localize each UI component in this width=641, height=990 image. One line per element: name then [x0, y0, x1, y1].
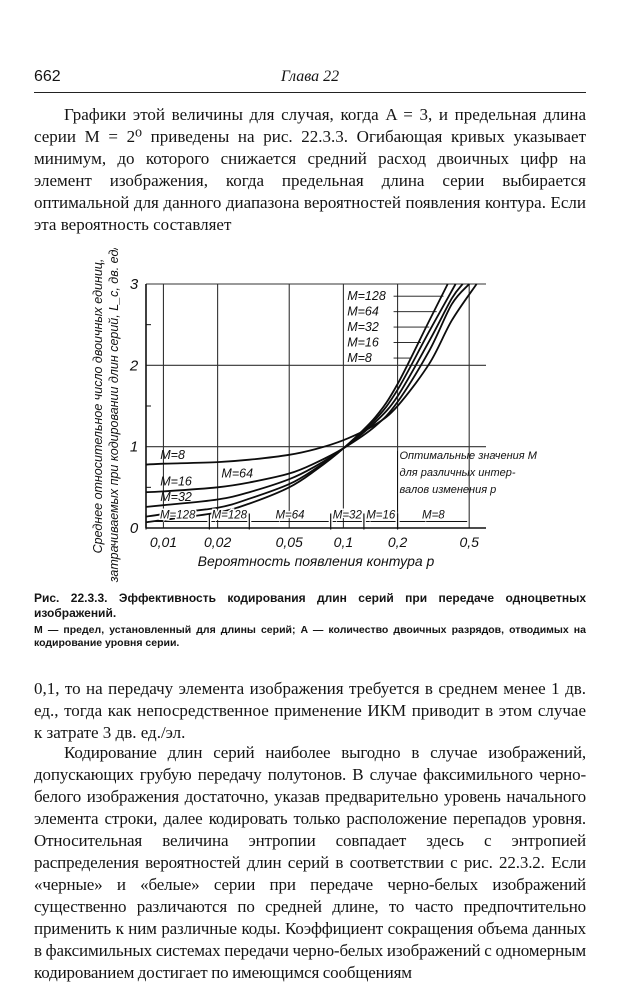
- x-tick-label: 0,5: [459, 534, 479, 550]
- interval-label: M=128: [159, 509, 196, 522]
- y-tick-label: 3: [129, 276, 139, 293]
- paragraph-1: Графики этой величины для случая, когда A = 3, и предельная длина серии M = 2⁰ приведены на рис. 22.3.3. Огибающая кривых указывает минимум, до которого снижается средний расход двоичных цифр на элемент изображения, когда предельная длина серии выбирается оптимальной для данного диапазона вероятностей появления контура. Если эта вероятность составляет: [34, 105, 586, 234]
- x-tick-label: 0,02: [203, 534, 232, 550]
- page-header: [34, 66, 586, 88]
- y-axis-title-line1: Среднее относительное число двоичных единиц,: [91, 258, 105, 554]
- curve-label-left: M=32: [160, 490, 192, 505]
- figure-22-3-3: [80, 248, 580, 583]
- interval-label: M=64: [275, 509, 305, 522]
- chart-labels: [91, 248, 538, 583]
- paragraph-3: Кодирование длин серий наиболее выгодно в случае изображений, допускающих грубую передачу полутонов. В случае факсимильного черно-белого изображения достаточно, указав предварительно уровень начального элемента строки, далее кодировать только расположение перепадов уровня. Относительная величина энтропии совпадает здесь с энтропией распределения вероятностей длин серий в соответствии с рис. 22.3.2. Если «черные» и «белые» серии при передаче черно-белых изображений существенно различаются по средней длине, то часто предпочтительно применить к ним различные коды. Коэффициент сокращения объема данных в факсимильных системах передачи черно-белых изображений с одномерным кодированием достигает по имеющимся сообщениям: [34, 743, 586, 982]
- y-tick-label: 0: [129, 520, 139, 537]
- x-tick-label: 0,05: [275, 534, 303, 550]
- x-tick-label: 0,01: [149, 534, 178, 550]
- y-tick-label: 2: [129, 357, 139, 375]
- x-tick-label: 0,2: [387, 534, 408, 550]
- optimal-values-text: для различных интер-: [399, 466, 516, 479]
- y-axis-title-line2: затрачиваемых при кодировании длин серий, L_c, дв. ед/эл.: [107, 248, 121, 583]
- curve-label-left: M=64: [221, 466, 254, 481]
- paragraph-2: 0,1, то на передачу элемента изображения требуется в среднем менее 1 дв. ед., тогда как непосредственное применение ИКМ приводит в этом случае к затрате 3 дв. ед./эл.: [34, 679, 586, 742]
- curve-label-left: M=8: [160, 447, 185, 462]
- interval-label: M=16: [366, 509, 396, 522]
- curve-label-right: M=64: [347, 304, 379, 319]
- series-curve-m-64: [146, 284, 456, 517]
- curve-label-right: M=16: [347, 335, 379, 350]
- interval-label: M=8: [422, 509, 445, 522]
- curve-label-right: M=32: [347, 320, 379, 335]
- x-axis-title: Вероятность появления контура p: [197, 553, 435, 569]
- figure-legend: M — предел, установленный для длины серий; A — количество двоичных разрядов, отводимых на кодирование уровня серии.: [34, 624, 586, 649]
- x-tick-label: 0,1: [333, 534, 354, 550]
- figure-caption: Рис. 22.3.3. Эффективность кодирования длин серий при передаче одноцветных изображений.: [34, 591, 586, 620]
- curve-label-left: M=16: [160, 474, 192, 489]
- series-curve-m-8: [146, 284, 477, 465]
- interval-label: M=128: [211, 509, 248, 522]
- curve-label-right: M=128: [347, 289, 386, 304]
- chapter-title: Глава 22: [280, 68, 340, 85]
- header-rule: [34, 92, 586, 93]
- page-number: 662: [34, 68, 61, 85]
- optimal-values-text: валов изменения p: [399, 483, 497, 496]
- curve-label-right: M=8: [347, 351, 372, 366]
- efficiency-chart: [80, 248, 580, 583]
- y-tick-label: 1: [129, 438, 139, 456]
- optimal-values-text: Оптимальные значения M: [399, 449, 537, 462]
- interval-label: M=32: [332, 509, 362, 522]
- optimal-intervals: [146, 509, 467, 529]
